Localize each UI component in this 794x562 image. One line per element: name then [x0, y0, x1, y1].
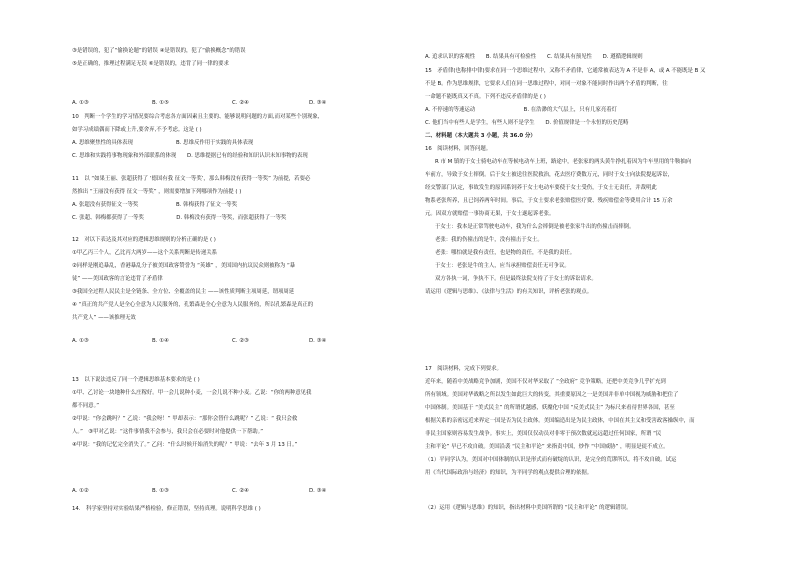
q16-dialogue: 老张：哪怕就是我有责任，也是物的责任，不是我的责任。: [435, 250, 576, 256]
option-a: A. ①③: [72, 100, 89, 106]
q17-material: 非民主国家则容易发生战争。事实上，美国仅仅动员对非零于预次数就远远超过任何国家，所谓 “民: [425, 431, 662, 437]
q16-material: R 市 M 镇的于女士骑电动车在等候电动车上班，路途中，老张家的两头黄牛挣扎着因为牛车里用的牛鞍抽向: [435, 159, 692, 165]
q17-material: 所有领域。美国对华战略之所以发生如此巨大的转变，其重要原因之一是美国并非单中国视为威胁和把住了: [425, 392, 679, 398]
option-d: D. ③④: [309, 488, 327, 494]
q15-stem: 不是 B。作为思维规律，它要求人们在同一思维过程中，对同一对象不能同时作出两个矛盾的判断，往: [425, 81, 668, 87]
option-c: C. ②③: [232, 338, 249, 344]
q17-question: （1）平同学认为，美国对中国体制的认识是形式而有破绽的认识，是完全的荒谬所以。将不攻自破。试运: [425, 457, 677, 463]
q16-material: 车前方，导致于女士摔倒。后于女士被送往医院救治，花去医疗费数万元，同时于女士向法院提起诉讼，: [425, 172, 673, 178]
option-d: D. ③④: [309, 100, 327, 106]
q12-stem: 12 对以下表达及其对应的逻辑思维规则的分析正确的是 ( ): [72, 237, 216, 243]
q17-material: 主和平论” 早已不攻自破。美国沿袭 “民主和平论” 来指责中国，炒作 “中国威胁” ，明显是徒不成立。: [425, 444, 669, 450]
q17-material: 近年来，随着中美战略竞争加剧，美国不仅对华采取了 “全政府” 竞争策略，还把中美竞争几乎扩充到: [425, 379, 666, 385]
q10-stem: 10 判断一个学生的学习情况要综合考虑各方面因素且主要的、能够说明问题的方面,而对某些个别现象,: [72, 114, 320, 120]
q9-options: [72, 100, 402, 107]
q17-material: 中国体制。美国基于 “美式民主” 的所谓优越感，妖魔化中国 “反美式民主” 为标尺来看待世界各国，甚至: [425, 405, 675, 411]
option-d: D. ③④: [309, 338, 327, 344]
q15-stem: 一命题不能既真又不真。下列不违反矛盾律的是 ( ): [425, 94, 546, 100]
q16-dialogue: 老张：我的伤撞击的是牛，没有撞击于女士。: [435, 237, 543, 243]
q17-question: 用《当代国际政治与经济》的知识，为平同学的观点提供合理的依据。: [425, 470, 593, 476]
q12-item: ②同样是刚追暴乱，香港暴乱分子被美国政客赞誉为 “英雄” ，美国国内抗议民众则被称为 “暴: [72, 263, 296, 269]
section-title: 二、材料题（本大题共 3 小题，共 36.0 分）: [425, 133, 536, 139]
q17-stem: 17 阅读材料，完成下列要求。: [425, 366, 502, 372]
q16-material: 双方各执一词，争执不下。但是最终法院支持了于女士的诉讼请求。: [435, 276, 597, 282]
q10-option: A. 思维聚焦性的具体表现 B. 思维反作用于实践的具体表现: [72, 140, 254, 146]
q11-stem: 然推出 “王丽没有获得 征文一等奖” ，则需要增加下列哪项作为前提 ( ): [72, 189, 242, 195]
q15-stem: 15 矛盾律(也称排中律)要求在同一个思维过程中，又称不矛盾律，它通常被表达为 A 不是非 A，或 A 不能既是 B 又: [425, 68, 706, 74]
q14-options: A. 追求认识的客观性 B. 结果具有可检验性 C. 结果具有预见性 D. 遵循逻辑规则: [425, 54, 643, 60]
q12-item: 徒” ——美国政客的言论违背了矛盾律: [72, 276, 163, 282]
q16-dialogue: 于女士：我本是正常驾驶电动车，我为什么会摔倒是被老张家牛出的伤撞击而摔倒。: [435, 224, 635, 230]
option-b: B. ①④: [152, 338, 169, 344]
text-line: ⑤是正确的，推理过程满足无误 ⑥是错误的，违背了同一律的要求: [72, 61, 229, 67]
q13-stem: 13 以下说法违反了同一个逻辑思维基本要求的是 ( ): [72, 377, 200, 383]
option-a: A. ①②: [72, 488, 89, 494]
q16-material: 元。因双方就赔偿一事协商无果，于女士遂起诉老张。: [425, 211, 555, 217]
q17-material: 根据关系的亲密远近来界定一国是否为民主政体。美国编造出是为民主政体，中国在其主义和受害政客操纵中，而: [425, 418, 695, 424]
option-c: C. ②④: [232, 100, 249, 106]
text-line: ③是错误的，犯了“偷换论题”的错误 ④是错误的，犯了“偷换概念”的错误: [72, 48, 246, 54]
q13-item: ①甲、乙讨论一块地种什么庄稼好。甲一会儿说种小麦，一会儿说不种小麦。乙说：“你的两种意见我: [72, 390, 312, 396]
q12-item: ④ “真正的共产党人是全心全意为人民服务的，孔繁森是全心全意为人民服务的，所以孔繁森是真正的: [72, 302, 314, 308]
q16-question: 请运用《逻辑与思维》、《法律与生活》的有关知识，评析老张的观点。: [425, 289, 593, 295]
q12-options: [72, 338, 402, 345]
q13-item: 人。” ③甲对乙说：“这件事情我不会参与，我只会在必要时对他提供一下帮助。”: [72, 429, 264, 435]
option-a: A. ①③: [72, 338, 89, 344]
q12-item: ③我国全过程人民民主是全链条、全方位、全覆盖的民主 ——该性质判断主项周延，谓项周延: [72, 289, 295, 295]
option-c: C. ②④: [232, 488, 249, 494]
q12-item: ①甲乙丙三个人，乙比丙大两岁——这个关系判断是传递关系: [72, 250, 217, 256]
q16-dialogue: 于女士：老张是牛的主人，应当承担赔偿责任无可争议。: [435, 263, 570, 269]
q14-stem: 14. 科学家坚持对实验结果严格检验，修正错误，坚持真理。说明科学思维 ( ): [72, 506, 261, 512]
q10-option: C. 思维和实践将事物现象和外部联系的体现 D. 思维提据已有的经验和知识认识未知事物的表现: [72, 153, 308, 159]
q11-option: C. 张超、韩梅都获得了一等奖 D. 韩梅没有获得一等奖，而张超获得了一等奖: [72, 215, 287, 221]
q13-item: ②甲说：“你会跳吗？” 乙说：“我会呀！” 甲却表示：“那你会替什么跳呢？” 乙说：“ 我只会救: [72, 416, 298, 422]
q11-option: A. 张超没有获得征文一等奖 B. 韩梅获得了征文一等奖: [72, 202, 238, 208]
q16-material: 物系老张所养，且已饲养两年时间。事后，于女士要求老张赔偿医疗费、残疾赔偿金等费用合计 15 万余: [425, 198, 673, 204]
q17-question: （2）运用《逻辑与思维》的知识，指出材料中美国所谓的 “民主和平论” 的逻辑错误。: [425, 505, 632, 511]
q15-option: C. 他们当中有些人是学生，有些人则不是学生 D. 价值规律是一个永恒的历史范畴: [425, 120, 629, 126]
q12-item: 共产党人” ——该推理无效: [72, 315, 136, 321]
option-b: B. ①⑤: [152, 100, 169, 106]
option-b: B. ①③: [152, 488, 169, 494]
q16-stem: 16 阅读材料，回答问题。: [425, 146, 492, 152]
q10-stem: 如学习成绩偶而下降或上升,要舍弃,不予考虑。这是 ( ): [72, 127, 202, 133]
q11-stem: 11 以 “如果王丽、张超获得了 ‘德国有我 征文一等奖’，那么韩梅没有获得一等奖” 为前提，若要必: [72, 176, 311, 182]
q13-options: [72, 488, 402, 495]
q13-item: 都不同意。”: [72, 403, 100, 409]
q16-material: 经交警部门认定，事故发生的原因系饲养于女士电动车要使于女士受伤，于女士无责任，并裁明此: [425, 185, 657, 191]
q15-option: A. 不停速的等速运动 B. 在浩渺的大气层上，只有几家亮着灯: [425, 107, 618, 113]
q13-item: ④甲说：“我的记忆完全消失了。” 乙问：“什么时候开始消失的呢？” 甲说：“去年 3 月 13 日。”: [72, 442, 298, 448]
